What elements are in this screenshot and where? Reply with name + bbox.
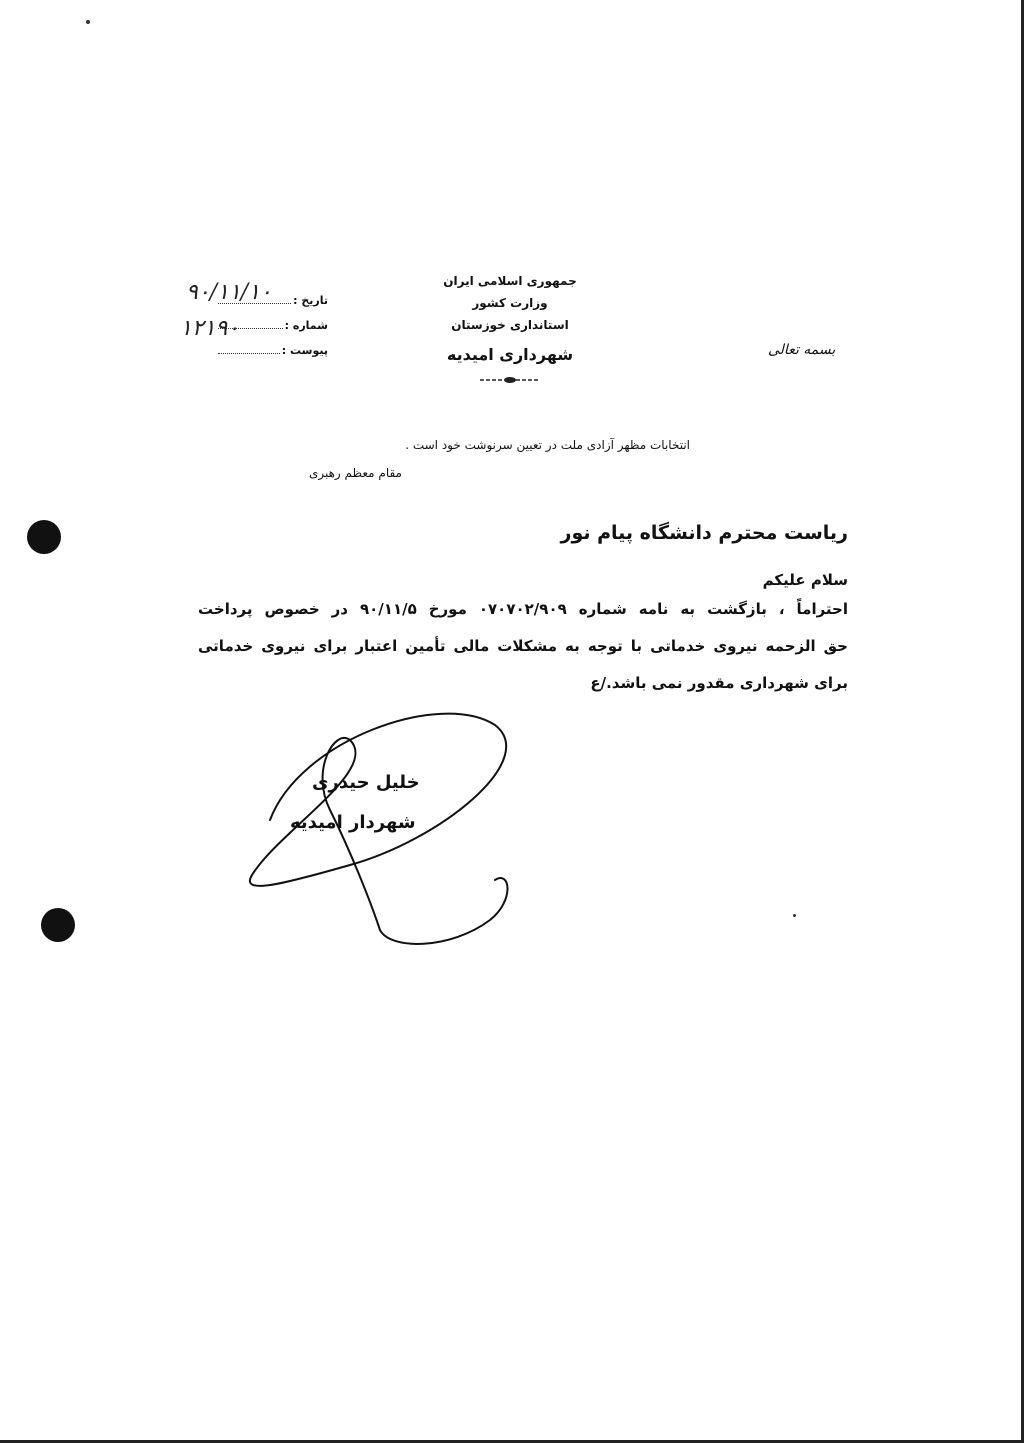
handwritten-signature <box>240 700 520 960</box>
letterhead-line-2: وزارت کشور <box>472 296 548 310</box>
date-label: تاریخ : <box>293 294 328 307</box>
motto-attribution: مقام معظم رهبری <box>308 466 402 480</box>
date-value: ۹۰/۱۱/۱۰ <box>186 280 272 305</box>
number-label: شماره : <box>284 319 328 332</box>
letterhead-line-3: استانداری خوزستان <box>451 318 569 332</box>
attachment-row <box>218 344 328 357</box>
attachment-dots <box>218 352 280 354</box>
speck <box>86 20 90 24</box>
punch-hole-top <box>27 520 61 554</box>
body-line-2: حق الزحمه نیروی خدماتی با توجه به مشکلات مالی تأمین اعتبار برای نیروی خدماتی <box>198 637 848 655</box>
signatory-title: شهردار امیدیه <box>290 812 416 833</box>
letterhead-line-1: جمهوری اسلامی ایران <box>443 274 577 288</box>
recipient: ریاست محترم دانشگاه پیام نور <box>560 522 848 544</box>
letterhead-ornament <box>478 374 542 386</box>
signatory-name: خلیل حیدری <box>312 772 420 793</box>
motto-quote: انتخابات مظهر آزادی ملت در تعیین سرنوشت خود است . <box>405 438 690 452</box>
body-line-1: احتراماً ، بازگشت به نامه شماره ۰۷۰۷۰۲/۹۰۹ مورخ ۹۰/۱۱/۵ در خصوص پرداخت <box>198 600 848 618</box>
letterhead-organization: شهرداری امیدیه <box>446 345 574 364</box>
basmala: بسمه تعالی <box>768 342 836 358</box>
number-value: ۱۲۱۹۰ <box>180 316 240 341</box>
greeting: سلام علیکم <box>762 571 848 589</box>
body-line-3: برای شهرداری مقدور نمی باشد./ع <box>590 674 848 692</box>
punch-hole-bottom <box>41 908 75 942</box>
attachment-label: پیوست : <box>281 344 328 357</box>
speck <box>793 914 796 917</box>
